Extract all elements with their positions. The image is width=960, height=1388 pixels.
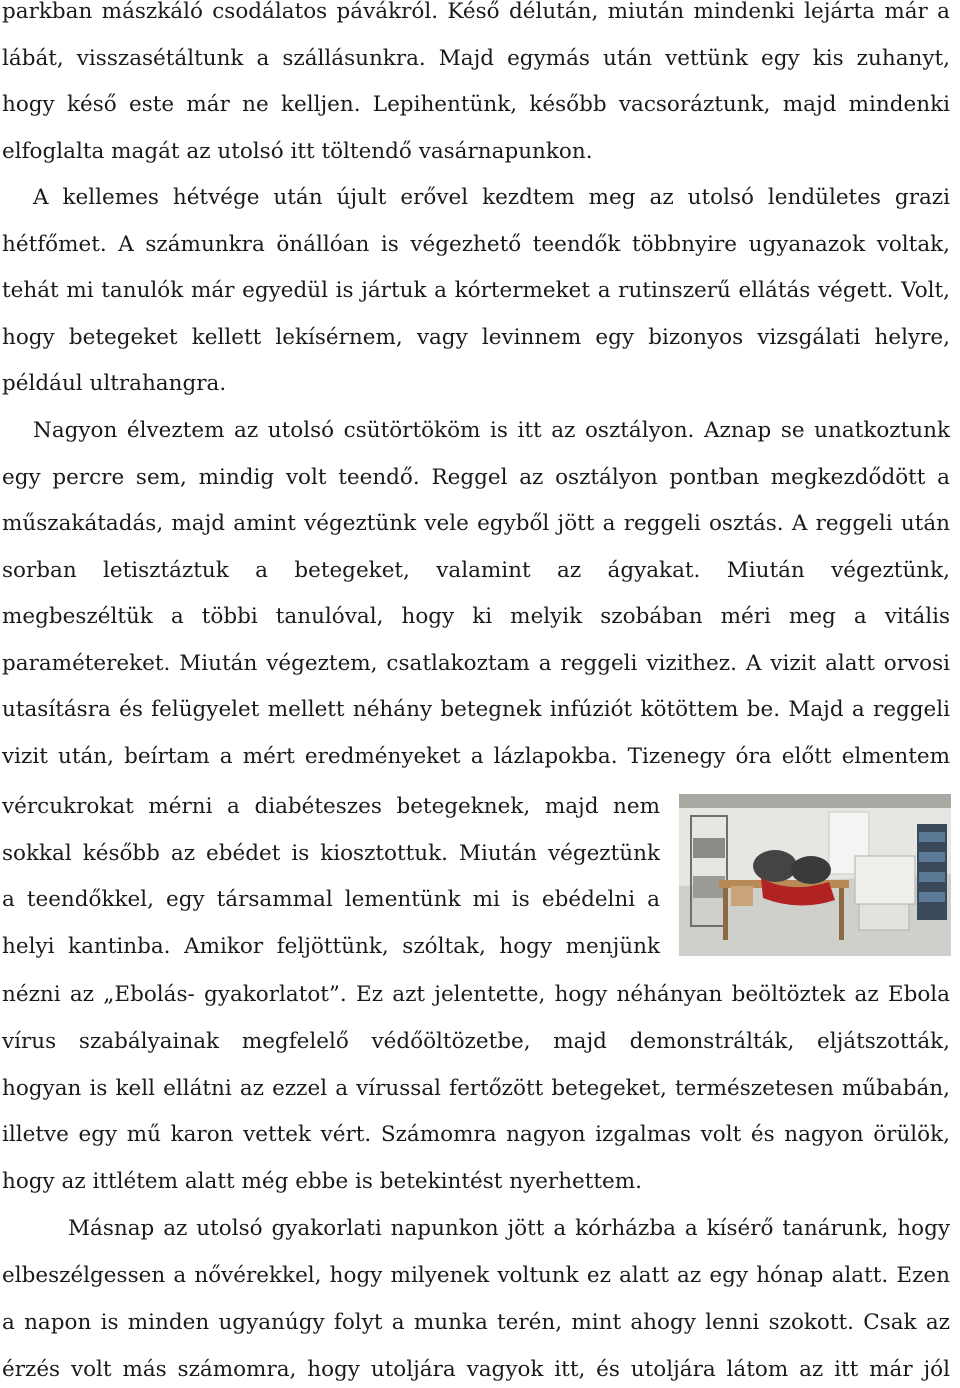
text-line: elbeszélgessen a nővérekkel, hogy milyenek voltunk ez alatt az egy hónap alatt. Ezen	[2, 1263, 950, 1288]
text-line: vércukrokat mérni a diabéteszes betegeknek, majd nem	[2, 794, 660, 819]
text-line: helyi kantinba. Amikor feljöttünk, szóltak, hogy menjünk	[2, 934, 660, 959]
text-line: Nagyon élveztem az utolsó csütörtököm is itt az osztályon. Aznap se unatkoztunk	[33, 418, 950, 443]
text-line: hogy késő este már ne kelljen. Lepihentünk, később vacsoráztunk, majd mindenki	[2, 92, 950, 117]
photo-storage-bin	[919, 852, 945, 862]
photo-table-leg	[723, 888, 728, 940]
text-line: lábát, visszasétáltunk a szállásunkra. Majd egymás után vettünk egy kis zuhanyt,	[2, 46, 950, 71]
photo-ceiling-shadow	[679, 794, 951, 808]
photo-cardboard-box	[731, 886, 753, 906]
text-line: egy percre sem, mindig volt teendő. Reggel az osztályon pontban megkezdődött a	[2, 465, 950, 490]
text-line: műszakátadás, majd amint végeztünk vele egyből jött a reggeli osztás. A reggeli után	[2, 511, 950, 536]
photo-storage-bin	[919, 832, 945, 842]
text-line: paramétereket. Miután végeztem, csatlakoztam a reggeli vizithez. A vizit alatt orvosi	[2, 651, 950, 676]
text-line: érzés volt más számomra, hogy utoljára vagyok itt, és utoljára látom az itt már jól	[2, 1357, 950, 1382]
text-line: A kellemes hétvége után újult erővel kezdtem meg az utolsó lendületes grazi	[33, 185, 950, 210]
text-line: nézni az „Ebolás- gyakorlatot”. Ez azt jelentette, hogy néhányan beöltöztek az Ebola	[2, 982, 950, 1007]
text-line: hogyan is kell ellátni az ezzel a vírussal fertőzött betegeket, természetesen műbabán,	[2, 1076, 950, 1101]
photo-table-leg	[839, 888, 844, 940]
text-line: megbeszéltük a többi tanulóval, hogy ki melyik szobában méri meg a vitális	[2, 604, 950, 629]
photo-mask	[753, 850, 797, 882]
photo-white-cabinet	[855, 856, 915, 904]
hospital-room-illustration	[679, 794, 951, 956]
photo-storage-bin	[919, 872, 945, 882]
photo-mask	[791, 856, 831, 884]
text-line: hétfőmet. A számunkra önállóan is végezhető teendők többnyire ugyanazok voltak,	[2, 232, 950, 257]
text-line: sorban letisztáztuk a betegeket, valamint az ágyakat. Miután végeztünk,	[2, 558, 950, 583]
text-line: parkban mászkáló csodálatos pávákról. Késő délután, miután mindenki lejárta már a	[2, 0, 950, 24]
text-line: tehát mi tanulók már egyedül is jártuk a kórtermeket a rutinszerű ellátás végett. Volt,	[2, 278, 950, 303]
hospital-room-photo	[679, 794, 951, 956]
photo-shelf-box	[693, 838, 725, 858]
text-line: illetve egy mű karon vettek vért. Számomra nagyon izgalmas volt és nagyon örülök,	[2, 1122, 950, 1147]
text-line: elfoglalta magát az utolsó itt töltendő vasárnapunkon.	[2, 139, 593, 164]
photo-cart	[859, 904, 909, 930]
photo-storage-bin	[919, 892, 945, 902]
text-line: hogy betegeket kellett lekísérnem, vagy levinnem egy bizonyos vizsgálati helyre,	[2, 325, 950, 350]
text-line: például ultrahangra.	[2, 371, 227, 396]
text-line: utasításra és felügyelet mellett néhány betegnek infúziót kötöttem be. Majd a reggeli	[2, 697, 950, 722]
text-line: vírus szabályainak megfelelő védőöltözetbe, majd demonstrálták, eljátszották,	[2, 1029, 950, 1054]
text-line: a napon is minden ugyanúgy folyt a munka terén, mint ahogy lenni szokott. Csak az	[2, 1310, 950, 1335]
text-line: Másnap az utolsó gyakorlati napunkon jött a kórházba a kísérő tanárunk, hogy	[68, 1216, 950, 1241]
text-line: vizit után, beírtam a mért eredményeket a lázlapokba. Tizenegy óra előtt elmentem	[2, 744, 950, 769]
text-line: hogy az ittlétem alatt még ebbe is betekintést nyerhettem.	[2, 1169, 643, 1194]
text-line: a teendőkkel, egy társammal lementünk mi is ebédelni a	[2, 887, 660, 912]
text-line: sokkal később az ebédet is kiosztottuk. Miután végeztünk	[2, 841, 660, 866]
